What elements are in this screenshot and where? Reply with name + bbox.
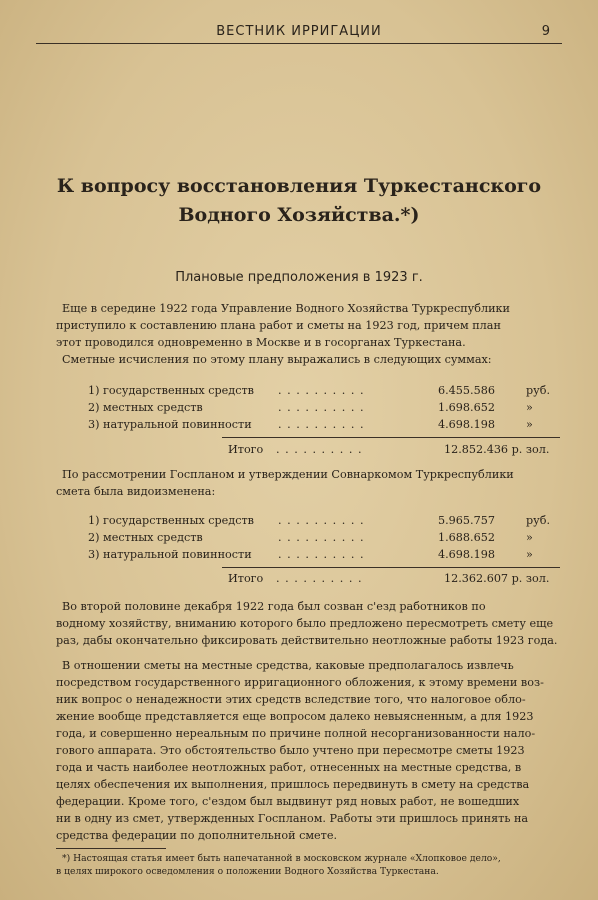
running-header: ВЕСТНИК ИРРИГАЦИИ — [216, 24, 382, 39]
paragraph-4 — [56, 657, 556, 844]
total-rule — [222, 437, 560, 438]
page-number: 9 — [541, 24, 550, 39]
estimate2-row — [88, 548, 558, 565]
total-label: Итого — [228, 572, 264, 585]
text-line: Еще в середине 1922 года Управление Водного Хозяйства Туркреспублики — [62, 302, 510, 315]
estimate-amount: 1.688.652 — [438, 531, 495, 544]
estimate-label: 2) местных средств — [88, 401, 203, 414]
text-line: гового аппарата. Это обстоятельство было учтено при пересмотре сметы 1923 — [56, 744, 525, 757]
footnote — [56, 852, 566, 878]
text-line: жение вообще представляется еще вопросом далеко невыясненным, а для 1923 — [56, 710, 534, 723]
text-line: ник вопрос о ненадежности этих средств вследствие того, что налоговое обло- — [56, 693, 526, 706]
text-line: средства федерации по дополнительной смете. — [56, 829, 338, 842]
estimate-unit: руб. — [526, 514, 551, 527]
footnote-line: *) Настоящая статья имеет быть напечатанной в московском журнале «Хлопковое дело», — [62, 853, 501, 864]
estimate1-row — [88, 384, 558, 401]
text-line: Сметные исчисления по этому плану выражались в следующих суммах: — [62, 353, 492, 366]
paragraph-1 — [56, 300, 556, 368]
estimate-label: 2) местных средств — [88, 531, 203, 544]
footnote-line: в целях широкого осведомления о положении Водного Хозяйства Туркестана. — [56, 866, 439, 877]
text-line: По рассмотрении Госпланом и утверждении Совнаркомом Туркреспублики — [62, 468, 514, 481]
text-line: этот проводился одновременно в Москве и в госорганах Туркестана. — [56, 336, 466, 349]
estimate-unit: руб. — [526, 384, 551, 397]
leader-dots: . . . . . . . . . . — [278, 418, 365, 431]
text-line: водному хозяйству, вниманию которого было предложено пересмотреть смету еще — [56, 617, 554, 630]
leader-dots: . . . . . . . . . . — [278, 548, 365, 561]
leader-dots: . . . . . . . . . . — [278, 384, 365, 397]
total-dots: . . . . . . . . . . — [276, 572, 363, 585]
article-title-line-2: Водного Хозяйства.*) — [178, 204, 420, 226]
leader-dots: . . . . . . . . . . — [278, 531, 365, 544]
estimate1-row — [88, 401, 558, 418]
estimate-amount: 4.698.198 — [438, 418, 495, 431]
header-rule — [36, 43, 562, 44]
text-line: года и часть наиболее неотложных работ, отнесенных на местные средства, в — [56, 761, 522, 774]
estimate2-row — [88, 531, 558, 548]
leader-dots: . . . . . . . . . . — [278, 514, 365, 527]
estimate-label: 3) натуральной повинности — [88, 548, 252, 561]
total-amount: 12.362.607 р. зол. — [444, 572, 550, 585]
estimate-unit: » — [526, 548, 533, 561]
section-heading: Плановые предположения в 1923 г. — [175, 270, 423, 285]
estimate-unit: » — [526, 401, 533, 414]
text-line: посредством государственного ирригационного обложения, к этому времени воз- — [56, 676, 544, 689]
total1-row — [228, 443, 568, 460]
estimate-amount: 5.965.757 — [438, 514, 495, 527]
total-amount: 12.852.436 р. зол. — [444, 443, 550, 456]
text-line: федерации. Кроме того, с'ездом был выдвинут ряд новых работ, не вошедших — [56, 795, 520, 808]
estimate-unit: » — [526, 531, 533, 544]
article-title — [0, 172, 598, 230]
estimate-label: 1) государственных средств — [88, 514, 254, 527]
total2-row — [228, 572, 568, 589]
estimate-amount: 4.698.198 — [438, 548, 495, 561]
estimate-label: 1) государственных средств — [88, 384, 254, 397]
text-line: года, и совершенно нереальным по причине полной несорганизованности нало- — [56, 727, 536, 740]
text-line: В отношении сметы на местные средства, каковые предполагалось извлечь — [62, 659, 514, 672]
text-line: Во второй половине декабря 1922 года был созван с'езд работников по — [62, 600, 486, 613]
total-dots: . . . . . . . . . . — [276, 443, 363, 456]
text-line: раз, дабы окончательно фиксировать действительно неотложные работы 1923 года. — [56, 634, 558, 647]
estimate-amount: 6.455.586 — [438, 384, 495, 397]
total-rule — [222, 567, 560, 568]
estimate1-row — [88, 418, 558, 435]
estimate2-row — [88, 514, 558, 531]
total-label: Итого — [228, 443, 264, 456]
paragraph-2 — [56, 466, 556, 500]
text-line: приступило к составлению плана работ и сметы на 1923 год, причем план — [56, 319, 501, 332]
footnote-rule — [56, 848, 166, 849]
paragraph-3 — [56, 598, 556, 649]
text-line: целях обеспечения их выполнения, пришлось передвинуть в смету на средства — [56, 778, 530, 791]
text-line: ни в одну из смет, утвержденных Госпланом. Работы эти пришлось принять на — [56, 812, 529, 825]
estimate-label: 3) натуральной повинности — [88, 418, 252, 431]
estimate-amount: 1.698.652 — [438, 401, 495, 414]
estimate-unit: » — [526, 418, 533, 431]
text-line: смета была видоизменена: — [56, 485, 216, 498]
leader-dots: . . . . . . . . . . — [278, 401, 365, 414]
article-title-line-1: К вопросу восстановления Туркестанского — [56, 175, 542, 197]
